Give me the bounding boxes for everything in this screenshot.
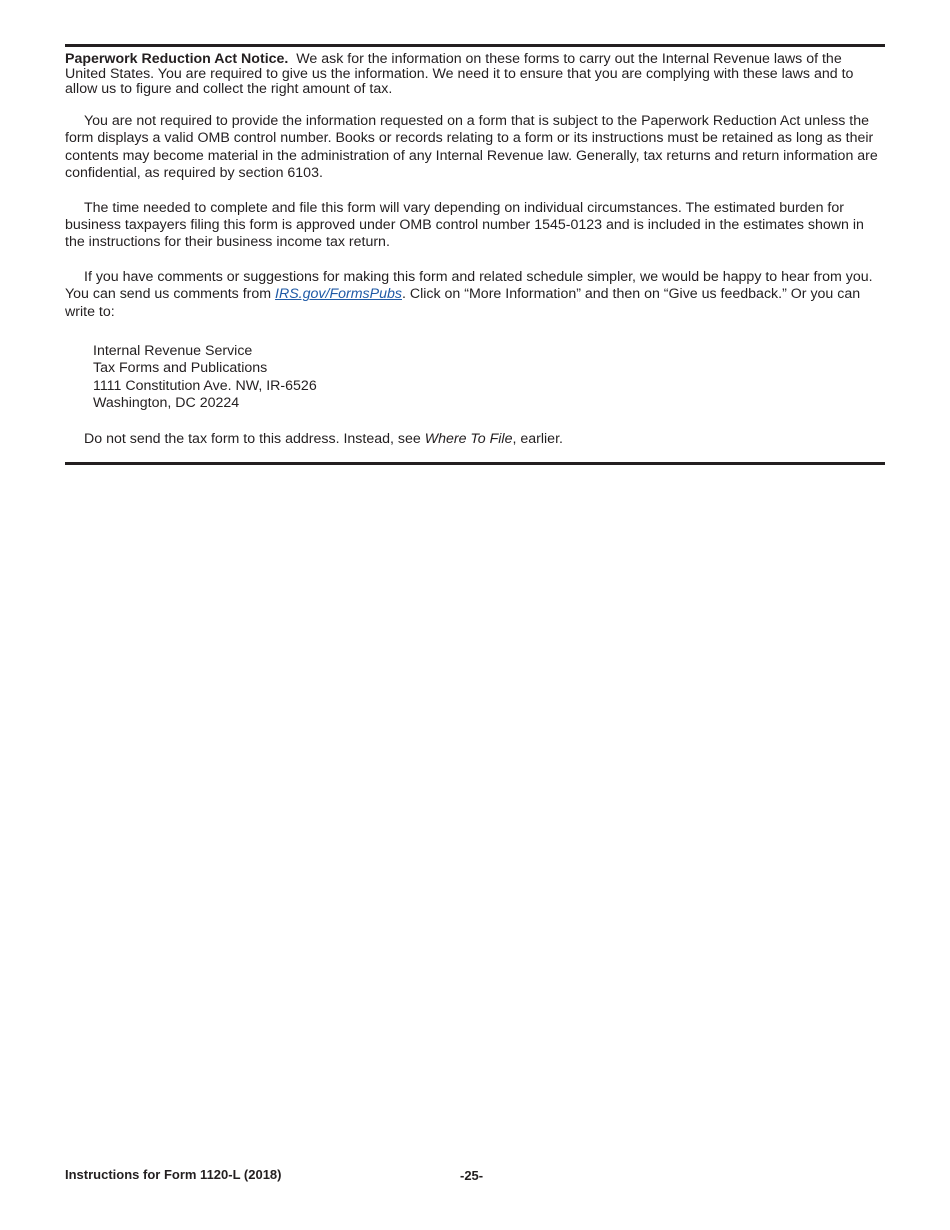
address-line-1: Internal Revenue Service bbox=[93, 343, 253, 360]
footer-page-number: -25- bbox=[460, 1168, 484, 1183]
notice-intro-text: We ask for the information on these forms to carry out the Internal Revenue laws of the United States. You are required to give us the information. We need it to ensure that you are complying with these laws and to allow us to figure and collect the right amount of tax. bbox=[65, 51, 854, 97]
closing-text-after: , earlier. bbox=[512, 430, 563, 447]
closing-text-before: Do not send the tax form to this address. Instead, see bbox=[84, 430, 425, 447]
closing-paragraph bbox=[65, 431, 885, 448]
footer-form-title: Instructions for Form 1120-L (2018) bbox=[65, 1167, 282, 1182]
comments-paragraph bbox=[65, 269, 885, 321]
mailing-address bbox=[93, 343, 885, 413]
where-to-file-reference: Where To File bbox=[424, 430, 513, 447]
forms-pubs-link[interactable]: IRS.gov/FormsPubs bbox=[275, 286, 402, 303]
address-line-4: Washington, DC 20224 bbox=[93, 395, 240, 412]
omb-paragraph: You are not required to provide the information requested on a form that is subject to the Paperwork Reduction Act unless the form displays a valid OMB control number. Books or records relating to a form or its instructions must be retained as long as their contents may become material in the administration of any Internal Revenue law. Generally, tax returns and return information are confidential, as required by section 6103. bbox=[65, 113, 878, 182]
address-line-3: 1111 Constitution Ave. NW, IR-6526 bbox=[93, 377, 317, 394]
comments-text-after: . Click on “More Information” and then on “Give us feedback.” Or you can write to: bbox=[65, 286, 861, 320]
notice-heading: Paperwork Reduction Act Notice. bbox=[65, 51, 289, 67]
address-line-2: Tax Forms and Publications bbox=[93, 360, 268, 377]
paperwork-reduction-notice bbox=[65, 44, 885, 465]
notice-intro-paragraph bbox=[65, 52, 885, 97]
comments-text-before: If you have comments or suggestions for making this form and related schedule simpler, we would be happy to hear from you. You can send us comments from bbox=[65, 268, 873, 303]
time-burden-paragraph: The time needed to complete and file this form will vary depending on individual circumstances. The estimated burden for business taxpayers filing this form is approved under OMB control number 1545-0123 and is included in the estimates shown in the instructions for their business income tax return. bbox=[65, 199, 864, 251]
